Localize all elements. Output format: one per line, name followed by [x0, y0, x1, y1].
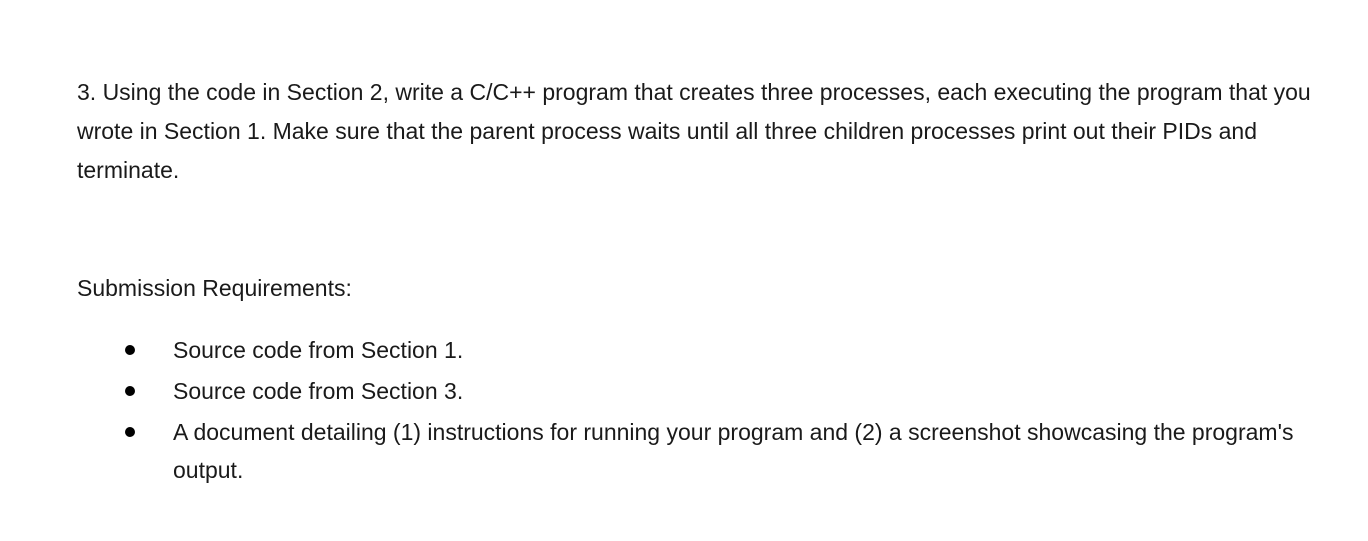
list-item-text: A document detailing (1) instructions for running your program and (2) a screenshot showcasing the program's output.	[173, 419, 1294, 483]
list-item-text: Source code from Section 3.	[173, 378, 464, 404]
list-item	[0, 413, 1368, 489]
list-item-text: Source code from Section 1.	[173, 337, 464, 363]
bullet-icon	[125, 386, 135, 396]
list-item	[0, 372, 1368, 410]
submission-requirements-list	[0, 331, 1368, 492]
submission-requirements-heading: Submission Requirements:	[77, 275, 352, 301]
question-3-text: 3. Using the code in Section 2, write a C/C++ program that creates three processes, each executing the program that you wrote in Section 1. Make sure that the parent process waits until all three children processes print out their PIDs and terminate.	[77, 79, 1311, 183]
list-item	[0, 331, 1368, 369]
bullet-icon	[125, 345, 135, 355]
bullet-icon	[125, 427, 135, 437]
